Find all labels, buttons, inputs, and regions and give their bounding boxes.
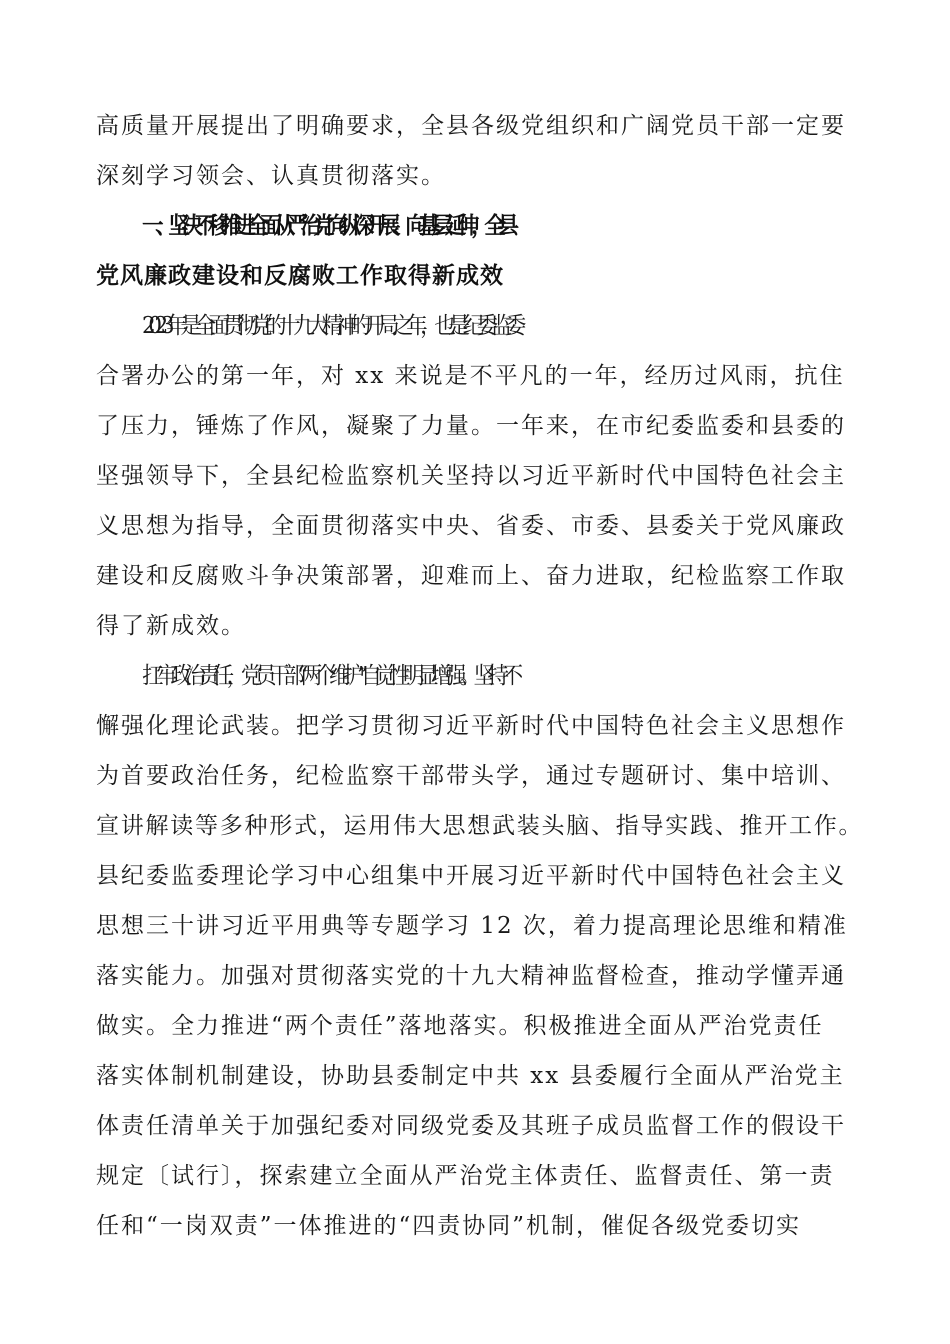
body-text-line: 高质量开展提出了明确要求，全县各级党组织和广阔党员干部一定要 (96, 113, 846, 139)
body-text-line: 建设和反腐败斗争决策部署，迎难而上、奋力进取，纪检监察工作取 (96, 563, 846, 589)
body-text-line: 坚强领导下，全县纪检监察机关坚持以习近平新时代中国特色社会主 (96, 463, 846, 489)
body-text-line: 县纪委监委理论学习中心组集中开展习近平新时代中国特色社会主义 (96, 863, 846, 889)
body-text-line: 落实能力。加强对贯彻落实党的十九大精神监督检查，推动学懂弄通 (96, 963, 846, 989)
section-heading-line: 一、坚决不移推进全面从严治党向纵深开展、向基层延伸，全县 (142, 213, 511, 239)
body-text-line: 2023 年是全面贯彻党的十九大精神的开局之年，也是纪委监委 (142, 313, 519, 339)
body-text-line: 深刻学习领会、认真贯彻落实。 (96, 163, 446, 189)
body-text-line: 体责任清单关于加强纪委对同级党委及其班子成员监督工作的假设干 (96, 1113, 846, 1139)
body-text-line: 任和“一岗双责”一体推进的“四责协同”机制，催促各级党委切实 (96, 1213, 802, 1239)
body-text-line: 落实体制机制建设，协助县委制定中共 xx 县委履行全面从严治党主 (96, 1063, 845, 1089)
section-heading-line: 党风廉政建设和反腐败工作取得新成效 (96, 263, 504, 289)
body-text-line: 义思想为指导，全面贯彻落实中央、省委、市委、县委关于党风廉政 (96, 513, 846, 539)
body-text-line: 得了新成效。 (96, 613, 246, 639)
body-text-line: 做实。全力推进“两个责任”落地落实。积极推进全面从严治党责任 (96, 1013, 824, 1039)
body-text-line: 扛牢政治责任，党员干部“两个维护”自觉性明显增强。坚持不 (142, 663, 516, 689)
body-text-line: 规定〔试行〕，探索建立全面从严治党主体责任、监督责任、第一责 (96, 1163, 835, 1189)
body-text-line: 思想三十讲习近平用典等专题学习 12 次，着力提高理论思维和精准 (96, 913, 848, 939)
body-text-line: 宣讲解读等多种形式，运用伟大思想武装头脑、指导实践、推开工作。 (96, 813, 864, 839)
body-text-line: 为首要政治任务，纪检监察干部带头学，通过专题研讨、集中培训、 (96, 763, 846, 789)
body-text-line: 合署办公的第一年，对 xx 来说是不平凡的一年，经历过风雨，抗住 (96, 363, 845, 389)
body-text-line: 了压力，锤炼了作风，凝聚了力量。一年来，在市纪委监委和县委的 (96, 413, 846, 439)
body-text-line: 懈强化理论武装。把学习贯彻习近平新时代中国特色社会主义思想作 (96, 713, 846, 739)
